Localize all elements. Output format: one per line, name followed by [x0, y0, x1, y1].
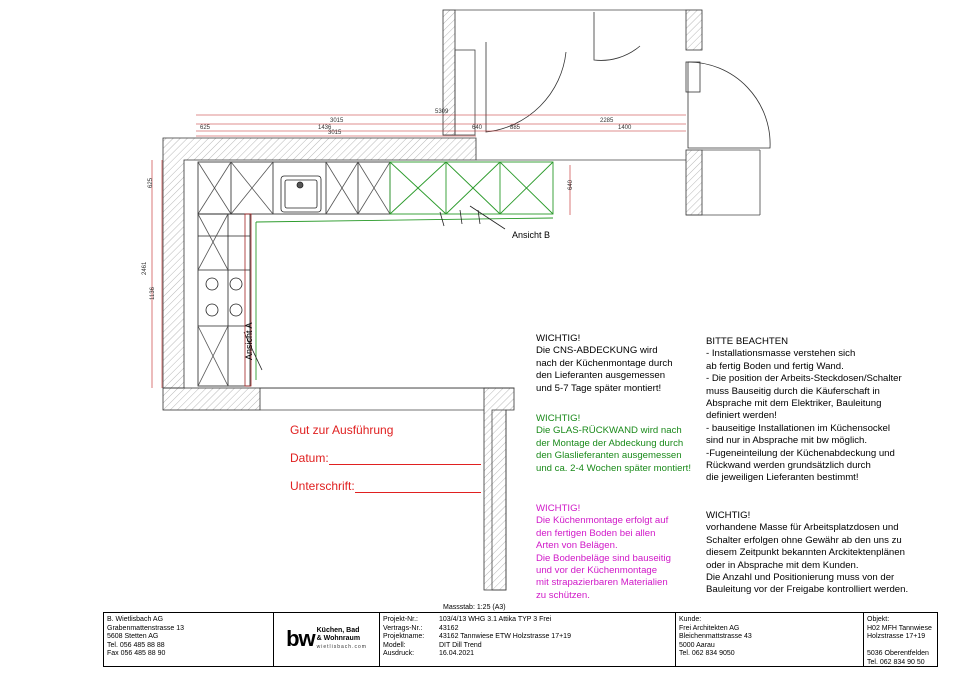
objekt-cell: [864, 613, 937, 666]
tall-cabinets: [256, 162, 553, 380]
view-label-a: Ansicht A: [244, 322, 254, 360]
note-bitte-line: die jeweiligen Lieferanten bestimmt!: [706, 472, 859, 484]
company-line: Grabenmattenstrasse 13: [107, 624, 185, 632]
note-glas-line: Die GLAS-RÜCKWAND wird nach: [536, 425, 682, 437]
note-bitte-line: sind nur in Absprache mit bw möglich.: [706, 435, 868, 447]
company-line: Tel. 056 485 88 88: [107, 641, 165, 649]
note-cns-line: nach der Küchenmontage durch: [536, 357, 673, 369]
note-bitte-line: - Installationsmasse verstehen sich: [706, 348, 856, 360]
cooktop: [206, 278, 242, 316]
note-boden-line: mit strapazierbaren Materialien: [536, 577, 668, 589]
note-cns-line: den Lieferanten ausgemessen: [536, 370, 666, 382]
objekt-line: Holzstrasse 17+19: [867, 633, 926, 641]
dimension-text: 2285: [600, 118, 614, 124]
note-bitte-line: Rückwand werden grundsätzlich durch: [706, 460, 871, 472]
project-key: Ausdruck:: [383, 650, 415, 658]
approval-block: [290, 423, 481, 507]
dimension-text: 3015: [330, 118, 344, 124]
dimension-text: 640: [472, 125, 483, 131]
note-glas-line: und ca. 2-4 Wochen später montiert!: [536, 462, 692, 474]
note-bitte-line: - Die position der Arbeits-Steckdosen/Schalter: [706, 373, 902, 385]
note-boden-line: den fertigen Boden bei allen: [536, 527, 656, 539]
note-masse-line: oder in Absprache mit dem Kunden.: [706, 559, 859, 571]
note-masse-line: diesem Zeitpunkt bekannten Arckitektenplänen: [706, 547, 905, 559]
objekt-line: H02 MFH Tannwiese: [867, 624, 932, 632]
note-bitte-line: muss Bauseitig durch die Käuferschaft in: [706, 385, 880, 397]
note-boden-line: Arten von Belägen.: [536, 540, 618, 552]
objekt-line: 5036 Oberentfelden: [867, 650, 929, 658]
note-bitte-line: Absprache mit dem Elektriker, Bauleitung: [706, 398, 882, 410]
scale-label: Massstab: 1:25 (A3): [443, 604, 506, 611]
kunde-line: Frei Architekten AG: [679, 624, 740, 632]
company-line: Fax 056 485 88 90: [107, 650, 166, 658]
dimension-text: 1436: [318, 125, 332, 131]
date-field[interactable]: [329, 451, 481, 465]
dimension-text: 1136: [150, 287, 156, 300]
counter-side-run: [198, 214, 251, 386]
note-bitte-beachten: [706, 336, 902, 485]
dimension-text: 1400: [618, 125, 632, 131]
kunde-line: Bleichenmattstrasse 43: [679, 633, 752, 641]
logo-line1: Küchen, Bad: [316, 627, 360, 635]
note-bitte-line: ab fertig Boden und fertig Wand.: [706, 360, 844, 372]
note-masse-line: Bauleitung vor der Freigabe kontrolliert werden.: [706, 584, 909, 596]
note-masse-line: vorhandene Masse für Arbeitsplatzdosen und: [706, 522, 899, 534]
note-masse-line: Die Anzahl und Positionierung muss von der: [706, 572, 895, 584]
date-label: Datum:: [290, 451, 329, 465]
note-bitte-line: - bauseitige Installationen im Küchensockel: [706, 422, 890, 434]
note-boden-line: Die Küchenmontage erfolgt auf: [536, 515, 669, 527]
note-masse: [706, 510, 908, 597]
note-masse-line: WICHTIG!: [706, 510, 751, 521]
view-markers: [244, 206, 505, 370]
title-block: [103, 612, 938, 667]
kunde-cell: [676, 613, 864, 666]
project-key: Vertrags-Nr.:: [383, 624, 423, 632]
kunde-line: 5000 Aarau: [679, 641, 715, 649]
note-boden: [536, 503, 671, 602]
note-boden-line: Die Bodenbeläge sind bauseitig: [536, 552, 671, 564]
note-bitte-line: definiert werden!: [706, 410, 777, 422]
note-cns-line: WICHTIG!: [536, 333, 581, 344]
approval-title: Gut zur Ausführung: [290, 423, 394, 437]
project-value: DIT Dill Trend: [439, 641, 482, 649]
note-bitte-line: BITTE BEACHTEN: [706, 336, 789, 347]
logo-cell: [274, 613, 380, 666]
note-cns-line: und 5-7 Tage später montiert!: [536, 382, 662, 394]
dimension-text: 2461: [142, 261, 148, 275]
project-value: 103/4/13 WHG 3.1 Attika TYP 3 Frei: [439, 616, 552, 623]
kunde-line: Kunde:: [679, 616, 702, 623]
note-boden-line: und vor der Küchenmontage: [536, 565, 658, 577]
project-value: 43162: [439, 624, 459, 632]
signature-field[interactable]: [355, 479, 481, 493]
project-key: Projektname:: [383, 633, 425, 641]
dimension-text: 3015: [328, 130, 342, 136]
logo-line2: & Wohnraum: [316, 635, 361, 643]
company-line: 5608 Stetten AG: [107, 633, 159, 641]
note-cns: [536, 333, 673, 395]
note-glas: [536, 413, 691, 475]
kunde-line: Tel. 062 834 9050: [679, 650, 735, 658]
company-cell: [104, 613, 274, 666]
note-masse-line: Schalter erfolgen ohne Gewähr ab den uns zu: [706, 534, 902, 546]
project-key: Projekt-Nr.:: [383, 616, 419, 623]
project-value: 43162 Tannwiese ETW Holzstrasse 17+19: [439, 633, 571, 641]
dimension-text: 885: [510, 125, 521, 131]
objekt-line: Objekt:: [867, 616, 890, 623]
project-key: Modell:: [383, 641, 406, 649]
note-glas-line: den Glaslieferanten ausgemessen: [536, 450, 682, 462]
dimension-text: 640: [568, 179, 574, 190]
project-cell: [380, 613, 676, 666]
project-value: 16.04.2021: [439, 650, 475, 658]
bw-logo: bw: [286, 626, 315, 652]
note-glas-line: der Montage der Abdeckung durch: [536, 437, 684, 449]
objekt-line: [867, 642, 934, 651]
logo-url: wietlisbach.com: [316, 644, 367, 651]
objekt-line: Tel. 062 834 90 50: [867, 658, 925, 666]
dimension-text: 5309: [435, 109, 449, 115]
view-label-b: Ansicht B: [512, 230, 551, 240]
dimension-text: 625: [148, 177, 154, 188]
note-cns-line: Die CNS-ABDECKUNG wird: [536, 345, 658, 357]
counter-top-run: [198, 162, 390, 214]
company-line: B. Wietlisbach AG: [107, 616, 164, 623]
note-glas-line: WICHTIG!: [536, 413, 581, 424]
note-boden-line: WICHTIG!: [536, 503, 581, 514]
signature-label: Unterschrift:: [290, 479, 355, 493]
sink: [281, 176, 321, 212]
dimension-text: 625: [200, 125, 211, 131]
note-boden-line: zu schützen.: [536, 589, 590, 601]
note-bitte-line: -Fugeneinteilung der Küchenabdeckung und: [706, 447, 895, 459]
